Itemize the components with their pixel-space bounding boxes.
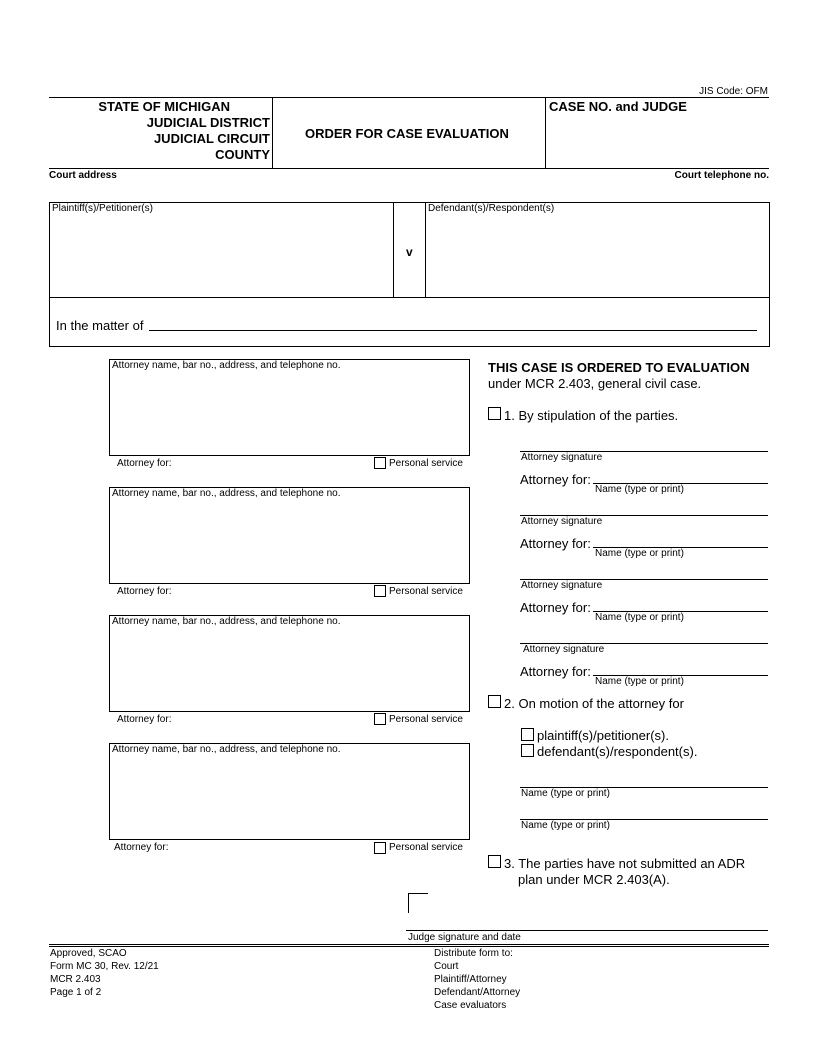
attorney-for-label: Attorney for: [114, 842, 169, 853]
attorney-box-label: Attorney name, bar no., address, and telephone no. [112, 616, 341, 627]
name-type-print-label: Name (type or print) [595, 484, 684, 495]
distribute-plaintiff: Plaintiff/Attorney [434, 974, 507, 985]
attorney-for-label: Attorney for: [520, 600, 591, 615]
county-label: COUNTY [215, 147, 270, 162]
attorney-for-label: Attorney for: [520, 472, 591, 487]
plaintiff-petitioner-label: plaintiff(s)/petitioner(s). [537, 728, 669, 743]
personal-service-label: Personal service [389, 586, 463, 597]
attorney-box-label: Attorney name, bar no., address, and telephone no. [112, 488, 341, 499]
judicial-circuit-label: JUDICIAL CIRCUIT [153, 131, 270, 146]
name-type-print-label: Name (type or print) [595, 612, 684, 623]
order-subheading: under MCR 2.403, general civil case. [488, 376, 702, 391]
personal-service-checkbox[interactable] [374, 842, 386, 854]
name-type-print-label: Name (type or print) [595, 548, 684, 559]
name-type-print-label: Name (type or print) [521, 788, 610, 799]
case-no-judge-label: CASE NO. and JUDGE [549, 99, 687, 114]
attorney-for-label: Attorney for: [520, 664, 591, 679]
stipulation-label: 1. By stipulation of the parties. [504, 408, 679, 423]
defendant-field[interactable] [426, 203, 769, 297]
attorney-for-label: Attorney for: [117, 458, 172, 469]
distribute-court: Court [434, 961, 459, 972]
attorney-info-box[interactable] [109, 487, 470, 584]
plaintiff-petitioner-checkbox[interactable] [521, 728, 534, 741]
form-title: ORDER FOR CASE EVALUATION [305, 126, 509, 141]
mcr-label: MCR 2.403 [50, 974, 101, 985]
attorney-info-box[interactable] [109, 615, 470, 712]
distribute-label: Distribute form to: [434, 948, 513, 959]
attorney-box-label: Attorney name, bar no., address, and telephone no. [112, 744, 341, 755]
defendant-respondent-label: defendant(s)/respondent(s). [537, 744, 698, 759]
order-heading: THIS CASE IS ORDERED TO EVALUATION [488, 360, 750, 375]
seal-corner-mark [408, 893, 428, 913]
personal-service-checkbox[interactable] [374, 713, 386, 725]
judge-signature-label: Judge signature and date [408, 932, 521, 943]
distribute-evaluators: Case evaluators [434, 1000, 507, 1011]
approved-label: Approved, SCAO [50, 948, 127, 959]
attorney-signature-label: Attorney signature [521, 452, 603, 463]
judicial-district-label: JUDICIAL DISTRICT [146, 115, 270, 130]
on-motion-checkbox[interactable] [488, 695, 501, 708]
attorney-for-label: Attorney for: [117, 714, 172, 725]
name-type-print-label: Name (type or print) [521, 820, 610, 831]
attorney-info-box[interactable] [109, 743, 470, 840]
court-address-label: Court address [49, 170, 117, 181]
versus-label: v [406, 245, 413, 259]
attorney-signature-label: Attorney signature [523, 644, 605, 655]
personal-service-label: Personal service [389, 842, 463, 853]
on-motion-label: 2. On motion of the attorney for [504, 696, 684, 711]
attorney-signature-label: Attorney signature [521, 580, 603, 591]
no-adr-plan-checkbox[interactable] [488, 855, 501, 868]
attorney-signature-label: Attorney signature [521, 516, 603, 527]
plaintiff-label: Plaintiff(s)/Petitioner(s) [52, 203, 153, 214]
attorney-for-label: Attorney for: [520, 536, 591, 551]
personal-service-label: Personal service [389, 458, 463, 469]
plaintiff-field[interactable] [50, 203, 393, 297]
no-adr-plan-label-line2: plan under MCR 2.403(A). [518, 872, 670, 887]
court-telephone-label: Court telephone no. [674, 170, 769, 181]
in-matter-of-field[interactable] [149, 330, 757, 331]
name-type-print-label: Name (type or print) [595, 676, 684, 687]
attorney-for-label: Attorney for: [117, 586, 172, 597]
judge-signature-line[interactable] [406, 930, 768, 931]
personal-service-checkbox[interactable] [374, 457, 386, 469]
form-number-label: Form MC 30, Rev. 12/21 [50, 961, 159, 972]
jis-code: JIS Code: OFM [699, 86, 768, 97]
defendant-label: Defendant(s)/Respondent(s) [428, 203, 555, 214]
in-matter-of-label: In the matter of [56, 318, 144, 333]
state-label: STATE OF MICHIGAN [98, 99, 230, 114]
attorney-info-box[interactable] [109, 359, 470, 456]
defendant-respondent-checkbox[interactable] [521, 744, 534, 757]
personal-service-checkbox[interactable] [374, 585, 386, 597]
page-number-label: Page 1 of 2 [50, 987, 102, 998]
attorney-box-label: Attorney name, bar no., address, and telephone no. [112, 360, 341, 371]
personal-service-label: Personal service [389, 714, 463, 725]
distribute-defendant: Defendant/Attorney [434, 987, 521, 998]
no-adr-plan-label-line1: 3. The parties have not submitted an ADR [504, 856, 746, 871]
stipulation-checkbox[interactable] [488, 407, 501, 420]
